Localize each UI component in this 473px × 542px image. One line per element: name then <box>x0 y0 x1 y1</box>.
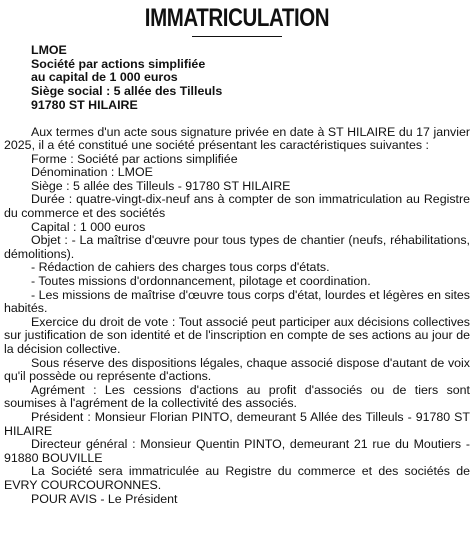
paragraph-capital: Capital : 1 000 euros <box>31 219 146 234</box>
paragraph-directeur: Directeur général : Monsieur Quentin PINTO, demeurant 21 rue du Moutiers - 91880 BOUVILLE <box>4 437 470 465</box>
company-header <box>4 44 470 113</box>
paragraph-signature: POUR AVIS - Le Président <box>31 491 178 506</box>
paragraph-objet-item: - Rédaction de cahiers des charges tous corps d'états. <box>31 260 330 275</box>
notice-title: IMMATRICULATION <box>144 4 330 32</box>
paragraph-objet-item: - Les missions de maîtrise d'œuvre tous corps d'état, lourdes et légères en sites habités. <box>4 287 470 316</box>
paragraph-denomination: Dénomination : LMOE <box>31 165 153 180</box>
company-capital: au capital de 1 000 euros <box>31 70 178 85</box>
company-name: LMOE <box>31 43 67 57</box>
title-underline <box>192 36 282 37</box>
legal-notice <box>4 4 470 506</box>
company-city: 91780 ST HILAIRE <box>31 97 138 112</box>
paragraph-immatriculation: La Société sera immatriculée au Registre du commerce et des sociétés de EVRY COURCOURONNES. <box>4 464 470 492</box>
paragraph-vote: Exercice du droit de vote : Tout associé peut participer aux décisions collectives sur justification de son identité et de l'inscription en compte de ses actions au jour de la décision collective. <box>4 314 470 357</box>
paragraph-president: Président : Monsieur Florian PINTO, demeurant 5 Allée des Tilleuls - 91780 ST HILAIRE <box>4 409 470 438</box>
paragraph-agrement: Agrément : Les cessions d'actions au profit d'associés ou de tiers sont soumises à l'agrément de la collectivité des associés. <box>4 382 470 411</box>
paragraph-siege: Siège : 5 allée des Tilleuls - 91780 ST HILAIRE <box>31 178 291 193</box>
paragraph-voix: Sous réserve des dispositions légales, chaque associé dispose d'autant de voix qu'il possède ou représente d'actions. <box>4 355 470 384</box>
company-siege: Siège social : 5 allée des Tilleuls <box>31 84 223 99</box>
company-form: Société par actions simplifiée <box>31 56 206 71</box>
paragraph-intro: Aux termes d'un acte sous signature privée en date à ST HILAIRE du 17 janvier 2025, il a été constitué une société présentant les caractéristiques suivantes : <box>4 124 470 153</box>
paragraph-forme: Forme : Société par actions simplifiée <box>31 151 238 166</box>
paragraph-objet-item: - Toutes missions d'ordonnancement, pilotage et coordination. <box>31 274 371 289</box>
paragraph-duree: Durée : quatre-vingt-dix-neuf ans à compter de son immatriculation au Registre du commerce et des sociétés <box>4 192 470 221</box>
notice-body <box>4 126 470 507</box>
paragraph-objet: Objet : - La maîtrise d'œuvre pour tous types de chantier (neufs, réhabilitations, démolitions). <box>4 233 470 261</box>
